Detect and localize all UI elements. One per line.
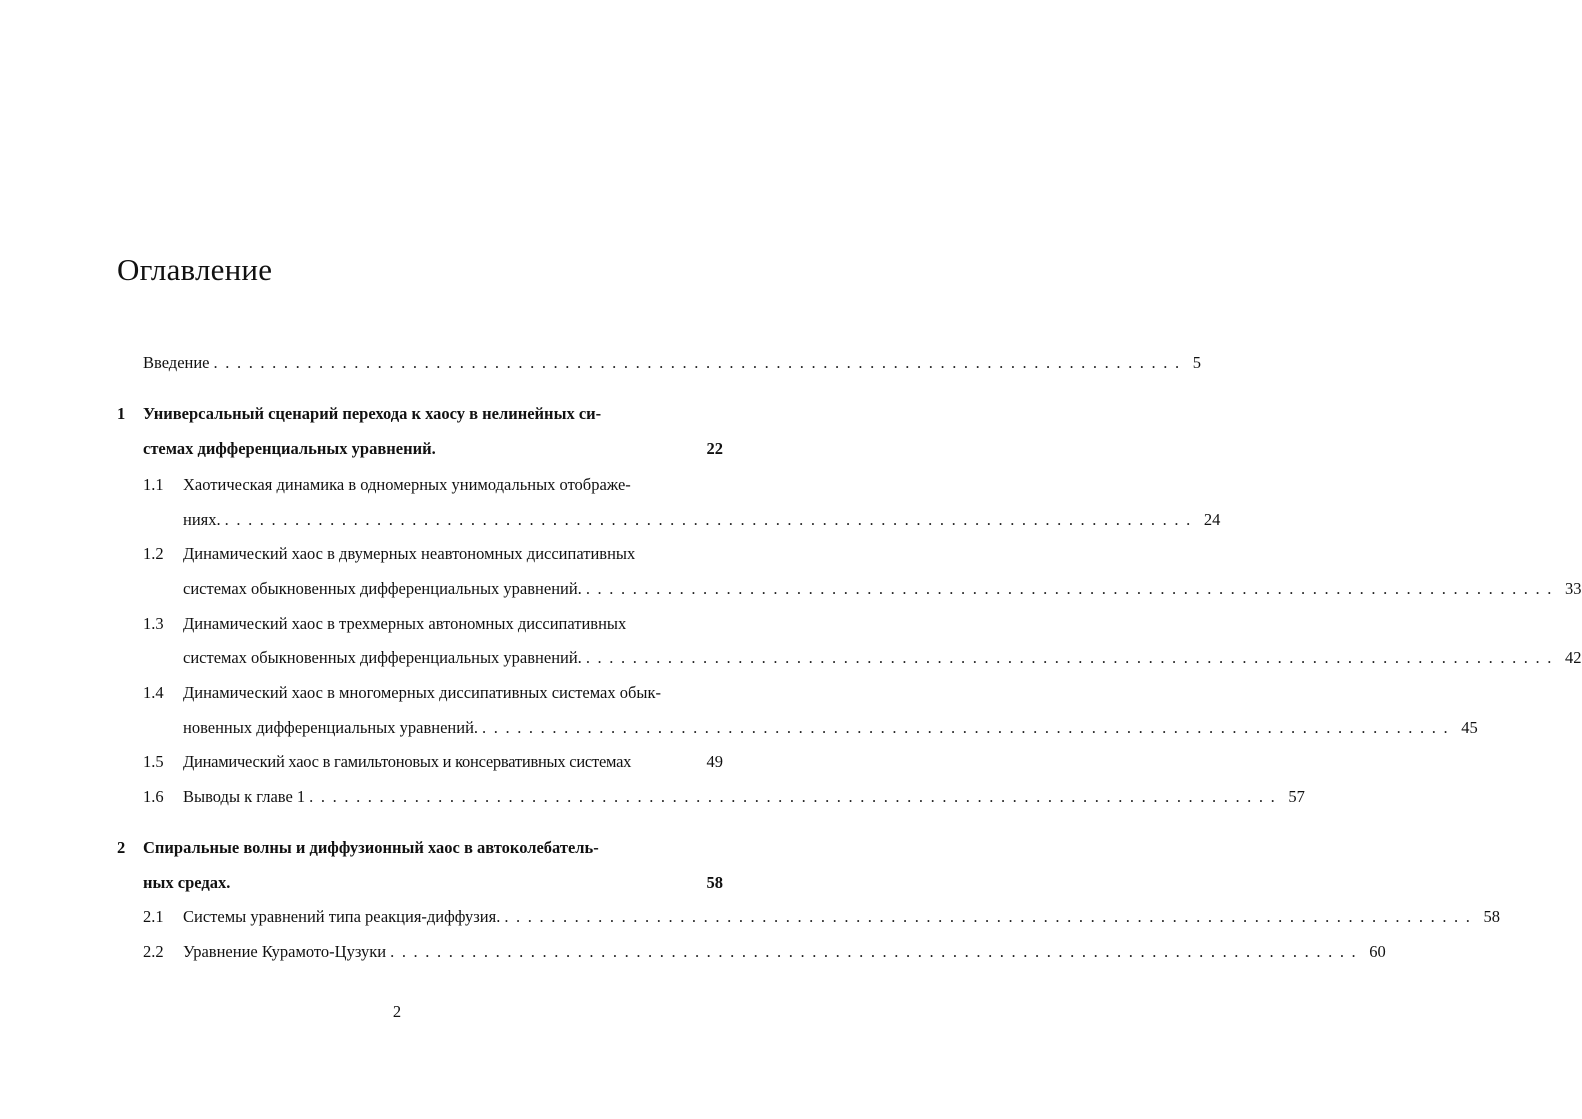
dot-leader: ...................................................................................: [482, 718, 1456, 737]
chapter-title-line: [143, 439, 723, 459]
section-page: 57: [1288, 787, 1305, 806]
section-title: Выводы к главе 1: [183, 787, 306, 806]
chapter-title-text: ных средах.: [143, 873, 231, 892]
page-title: Оглавление: [117, 252, 273, 287]
section-title: Уравнение Курамото-Цузуки: [183, 942, 387, 961]
chapter-title-text: стемах дифференциальных уравнений.: [143, 439, 436, 458]
section-number: 1.6: [143, 787, 164, 806]
dot-leader: ...................................................................................: [504, 907, 1478, 926]
section-page: 45: [1461, 718, 1478, 737]
section-page: 49: [706, 752, 723, 771]
section-title: Динамический хаос в гамильтоновых и консервативных системах: [183, 752, 632, 771]
section-page: 33: [1565, 579, 1582, 598]
chapter-title-text: Спиральные волны и диффузионный хаос в автоколебатель-: [143, 838, 599, 857]
section-line: [183, 752, 723, 772]
section-line: [183, 579, 1582, 599]
dot-leader: ...................................................................................: [585, 579, 1559, 598]
section-title: новенных дифференциальных уравнений.: [183, 718, 479, 737]
toc-entry-intro: [143, 353, 1201, 373]
section-number: 1.5: [143, 752, 164, 771]
section-title: Динамический хаос в трехмерных автономных диссипативных: [183, 614, 627, 633]
chapter-title-line: [143, 404, 723, 424]
dot-leader: ...................................................................................: [309, 787, 1283, 806]
section-line: [183, 683, 723, 703]
dot-leader: ...................................................................................: [213, 353, 1187, 372]
section-line: [183, 544, 723, 564]
section-number: 1.3: [143, 614, 164, 633]
section-title: ниях.: [183, 510, 221, 529]
section-line: [183, 648, 1582, 668]
section-line: [183, 718, 1478, 738]
section-title: Динамический хаос в двумерных неавтономных диссипативных: [183, 544, 636, 563]
section-line: [183, 787, 1305, 807]
toc-entry-label: Введение: [143, 353, 210, 372]
section-line: [183, 614, 723, 634]
chapter-title-text: Универсальный сценарий перехода к хаосу в нелинейных си-: [143, 404, 602, 423]
section-number: 1.1: [143, 475, 164, 494]
dot-leader: ...................................................................................: [224, 510, 1198, 529]
section-number: 2.2: [143, 942, 164, 961]
chapter-page: 58: [706, 873, 723, 892]
dot-leader: ...................................................................................: [390, 942, 1364, 961]
section-line: [183, 907, 1501, 927]
page-number: 2: [392, 1002, 402, 1021]
section-page: 60: [1369, 942, 1386, 961]
section-number: 1.2: [143, 544, 164, 563]
toc-entry-page: 5: [1192, 353, 1201, 372]
chapter-number: 1: [117, 404, 126, 423]
section-title: Хаотическая динамика в одномерных унимодальных отображе-: [183, 475, 631, 494]
chapter-title-line: [143, 838, 723, 858]
section-title: системах обыкновенных дифференциальных уравнений.: [183, 579, 582, 598]
section-page: 42: [1565, 648, 1582, 667]
section-line: [183, 942, 1386, 962]
section-title: системах обыкновенных дифференциальных уравнений.: [183, 648, 582, 667]
section-page: 24: [1203, 510, 1221, 529]
section-title: Динамический хаос в многомерных диссипативных системах обык-: [183, 683, 662, 702]
section-page: 58: [1483, 907, 1501, 926]
chapter-page: 22: [706, 439, 723, 458]
section-line: [183, 510, 1221, 530]
section-number: 1.4: [143, 683, 164, 702]
chapter-number: 2: [117, 838, 126, 857]
section-number: 2.1: [143, 907, 164, 926]
dot-leader: ...................................................................................: [585, 648, 1559, 667]
chapter-title-line: [143, 873, 723, 893]
section-title: Системы уравнений типа реакция-диффузия.: [183, 907, 501, 926]
section-line: [183, 475, 723, 495]
